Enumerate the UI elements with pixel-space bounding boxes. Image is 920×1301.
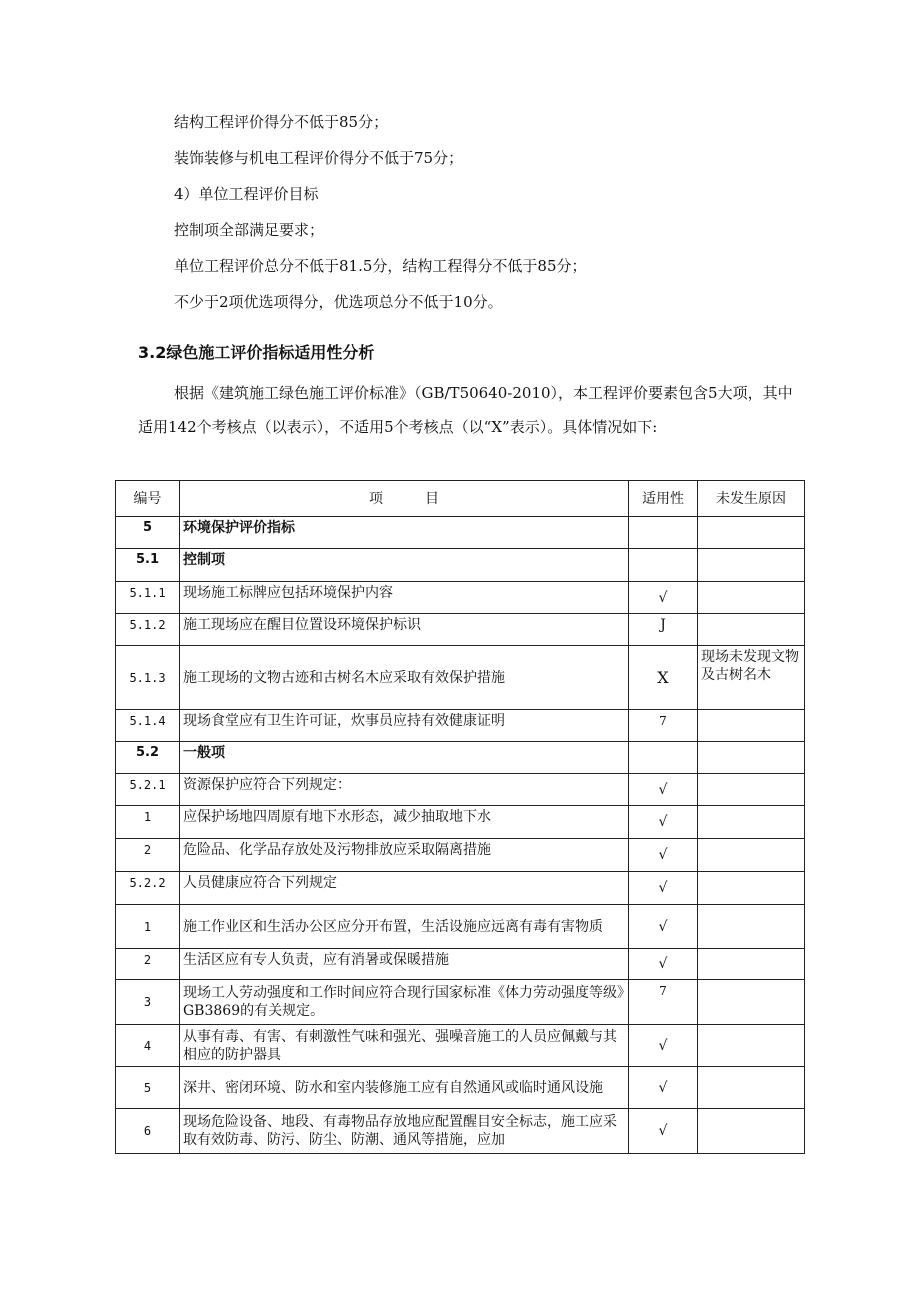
row-code: 5.1.3 [116,646,180,710]
row-item: 资源保护应符合下列规定： [180,774,629,806]
row-applicable [629,517,698,549]
table-row [116,806,805,839]
row-reason [698,582,805,614]
table-row [116,646,805,710]
table-row [116,582,805,614]
intro-line-total-score: 单位工程评价总分不低于81.5分，结构工程得分不低于85分； [174,257,587,275]
row-item: 环境保护评价指标 [180,517,629,549]
row-applicable: √ [629,949,698,980]
row-reason [698,839,805,872]
row-reason [698,742,805,774]
body-paragraph [138,376,806,444]
row-reason [698,806,805,839]
row-item: 控制项 [180,549,629,582]
table-row [116,710,805,742]
row-code: 4 [116,1025,180,1067]
table-row [116,1067,805,1109]
row-reason [698,872,805,905]
table-row [116,549,805,582]
row-item: 深井、密闭环境、防水和室内装修施工应有自然通风或临时通风设施 [180,1067,629,1109]
header-item: 项 目 [180,481,629,517]
row-code: 5.1 [116,549,180,582]
intro-line-structure-score: 结构工程评价得分不低于85分； [174,113,389,131]
evaluation-table [115,480,805,1154]
intro-line-unit-target-heading: 4）单位工程评价目标 [174,185,319,203]
table-row [116,1025,805,1067]
table-row [116,872,805,905]
intro-line-control-items: 控制项全部满足要求； [174,221,325,239]
row-applicable: √ [629,806,698,839]
row-code: 1 [116,806,180,839]
table-row [116,742,805,774]
row-reason [698,517,805,549]
row-item: 应保护场地四周原有地下水形态，减少抽取地下水 [180,806,629,839]
row-applicable: 7 [629,710,698,742]
row-code: 6 [116,1109,180,1154]
row-applicable: √ [629,1067,698,1109]
intro-line-optional-items: 不少于2项优选项得分，优选项总分不低于10分。 [174,293,503,311]
row-code: 5.1.2 [116,614,180,646]
row-code: 5.1.1 [116,582,180,614]
row-code: 5.2 [116,742,180,774]
row-reason: 现场未发现文物及古树名木 [698,646,805,710]
row-applicable: √ [629,839,698,872]
table-row [116,905,805,949]
table-row [116,1109,805,1154]
row-code: 5.1.4 [116,710,180,742]
row-item: 一般项 [180,742,629,774]
row-item: 危险品、化学品存放处及污物排放应采取隔离措施 [180,839,629,872]
row-item: 从事有毒、有害、有刺激性气味和强光、强噪音施工的人员应佩戴与其相应的防护器具 [180,1025,629,1067]
body-paragraph-text: 根据《建筑施工绿色施工评价标准》（GB/T50640-2010），本工程评价要素包含5大项，其中适用142个考核点（以表示），不适用5个考核点（以“X”表示）。具体情况如下: [138,384,793,436]
row-item: 现场工人劳动强度和工作时间应符合现行国家标准《体力劳动强度等级》GB3869的有关规定。 [180,980,629,1025]
row-code: 5 [116,517,180,549]
row-reason [698,980,805,1025]
row-item: 施工现场的文物古迹和古树名木应采取有效保护措施 [180,646,629,710]
row-applicable [629,742,698,774]
row-code: 2 [116,839,180,872]
table-header-row [116,481,805,517]
row-applicable: √ [629,774,698,806]
section-heading: 3.2绿色施工评价指标适用性分析 [138,343,375,362]
row-item: 人员健康应符合下列规定 [180,872,629,905]
row-code: 5.2.2 [116,872,180,905]
row-item: 生活区应有专人负责，应有消暑或保暖措施 [180,949,629,980]
row-code: 3 [116,980,180,1025]
row-code: 1 [116,905,180,949]
row-reason [698,774,805,806]
row-applicable: √ [629,1109,698,1154]
header-applicable: 适用性 [629,481,698,517]
row-applicable: J [629,614,698,646]
row-code: 5.2.1 [116,774,180,806]
row-applicable: 7 [629,980,698,1025]
table-row [116,517,805,549]
row-reason [698,1025,805,1067]
row-applicable: √ [629,872,698,905]
row-reason [698,949,805,980]
row-item: 现场危险设备、地段、有毒物品存放地应配置醒目安全标志，施工应采取有效防毒、防污、防尘、防潮、通风等措施，应加 [180,1109,629,1154]
table-row [116,614,805,646]
row-applicable: √ [629,905,698,949]
row-applicable [629,549,698,582]
table-row [116,980,805,1025]
row-item: 现场食堂应有卫生许可证，炊事员应持有效健康证明 [180,710,629,742]
row-reason [698,905,805,949]
header-reason: 未发生原因 [698,481,805,517]
row-applicable: √ [629,582,698,614]
header-code: 编号 [116,481,180,517]
row-applicable: √ [629,1025,698,1067]
table-row [116,839,805,872]
row-applicable: X [629,646,698,710]
row-reason [698,710,805,742]
row-item: 施工现场应在醒目位置设环境保护标识 [180,614,629,646]
row-reason [698,549,805,582]
row-reason [698,1109,805,1154]
intro-line-decoration-score: 装饰装修与机电工程评价得分不低于75分； [174,149,464,167]
row-code: 5 [116,1067,180,1109]
row-item: 施工作业区和生活办公区应分开布置，生活设施应远离有毒有害物质 [180,905,629,949]
table-row [116,949,805,980]
row-code: 2 [116,949,180,980]
row-reason [698,614,805,646]
row-reason [698,1067,805,1109]
row-item: 现场施工标牌应包括环境保护内容 [180,582,629,614]
table-row [116,774,805,806]
